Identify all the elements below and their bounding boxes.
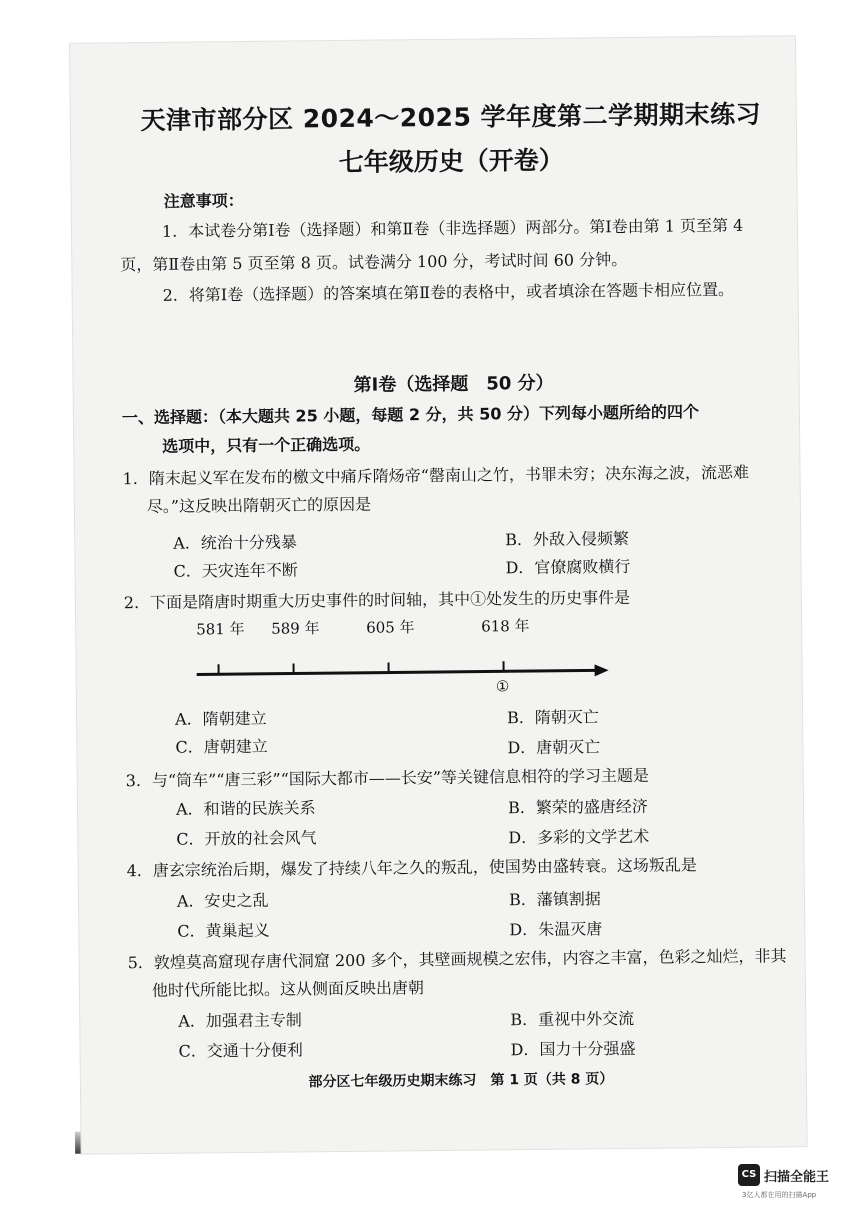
option-b: B．外敌入侵频繁 <box>505 528 630 550</box>
option-c: C．黄巢起义 <box>177 920 270 941</box>
option-b: B．藩镇割据 <box>508 889 601 910</box>
question-stem: 3．与“筒车”“唐三彩”“国际大都市——长安”等关键信息相符的学习主题是 <box>125 765 650 791</box>
option-a: A．和谐的民族关系 <box>175 798 316 819</box>
option-b: B．繁荣的盛唐经济 <box>507 796 648 818</box>
timeline-label: 605 年 <box>366 618 415 637</box>
option-c: C．开放的社会风气 <box>176 828 317 849</box>
timeline-axis <box>196 634 637 709</box>
question-2 <box>124 582 784 617</box>
question-5 <box>128 942 789 1005</box>
section-instruction <box>122 396 783 461</box>
notice-item-1: 1．本试卷分第Ⅰ卷（选择题）和第Ⅱ卷（非选择题）两部分。第Ⅰ卷由第 1 页至第 4 页，第Ⅱ卷由第 5 页至第 8 页。试卷满分 100 分，考试时间 60 分钟。 <box>120 215 744 275</box>
question-stem: 5．敦煌莫高窟现存唐代洞窟 200 多个，其壁画规模之宏伟，内容之丰富，色彩之灿烂，非其他时代所能比拟。这从侧面反映出唐朝 <box>127 946 787 1000</box>
exam-subtitle: 七年级历史（开卷） <box>338 145 564 177</box>
scanner-tagline: 3亿人都在用的扫描App <box>742 1191 817 1199</box>
option-d: D．朱温灭唐 <box>509 919 603 940</box>
notice-item-2: 2．将第Ⅰ卷（选择题）的答案填在第Ⅱ卷的表格中，或者填涂在答题卡相应位置。 <box>162 279 735 305</box>
timeline-arrow <box>595 664 609 676</box>
option-b: B．重视中外交流 <box>510 1008 635 1030</box>
timeline-label: 581 年 <box>196 620 245 639</box>
timeline <box>196 614 637 709</box>
question-stem: 1．隋末起义军在发布的檄文中痛斥隋炀帝“罄南山之竹，书罪未穷；决东海之波，流恶难尽。”这反映出隋朝灭亡的原因是 <box>122 462 750 517</box>
option-d: D．国力十分强盛 <box>510 1038 636 1060</box>
timeline-label: 618 年 <box>481 617 530 636</box>
timeline-label: 589 年 <box>271 619 320 638</box>
cs-logo-icon: CS <box>738 1164 760 1186</box>
option-d: D．唐朝灭亡 <box>507 737 601 758</box>
timeline-line <box>197 670 597 674</box>
page-footer: 部分区七年级历史期末练习 第 1 页（共 8 页） <box>308 1071 614 1091</box>
question-4 <box>127 850 787 885</box>
question-1 <box>122 458 783 521</box>
option-d: D．官僚腐败横行 <box>505 556 631 578</box>
exam-page <box>70 36 807 1154</box>
scanner-app-name: 扫描全能王 <box>764 1170 830 1185</box>
option-c: C．天灾连年不断 <box>173 560 298 581</box>
notice-heading: 注意事项： <box>163 190 244 211</box>
option-c: C．唐朝建立 <box>175 736 268 757</box>
option-a: A．加强君主专制 <box>178 1010 302 1031</box>
option-d: D．多彩的文学艺术 <box>508 826 650 848</box>
question-stem: 4．唐玄宗统治后期，爆发了持续八年之久的叛乱，使国势由盛转衰。这场叛乱是 <box>126 855 697 881</box>
instruction-line-2: 选项中，只有一个正确选项。 <box>162 434 371 456</box>
option-a: A．统治十分残暴 <box>173 532 297 553</box>
question-3 <box>126 760 786 795</box>
section-title: 第Ⅰ卷（选择题 50 分） <box>353 372 554 396</box>
option-a: A．安史之乱 <box>176 890 269 911</box>
question-stem: 2．下面是隋唐时期重大历史事件的时间轴，其中①处发生的历史事件是 <box>123 587 631 613</box>
option-b: B．隋朝灭亡 <box>507 707 599 728</box>
scanner-watermark <box>738 1162 830 1202</box>
timeline-marker: ① <box>495 677 510 696</box>
option-a: A．隋朝建立 <box>174 708 267 729</box>
option-c: C．交通十分便利 <box>178 1040 303 1061</box>
exam-title: 天津市部分区 2024～2025 学年度第二学期期末练习 <box>140 99 762 136</box>
instruction-line-1: 一、选择题：（本大题共 25 小题，每题 2 分，共 50 分）下列每小题所给的四个 <box>121 402 700 428</box>
